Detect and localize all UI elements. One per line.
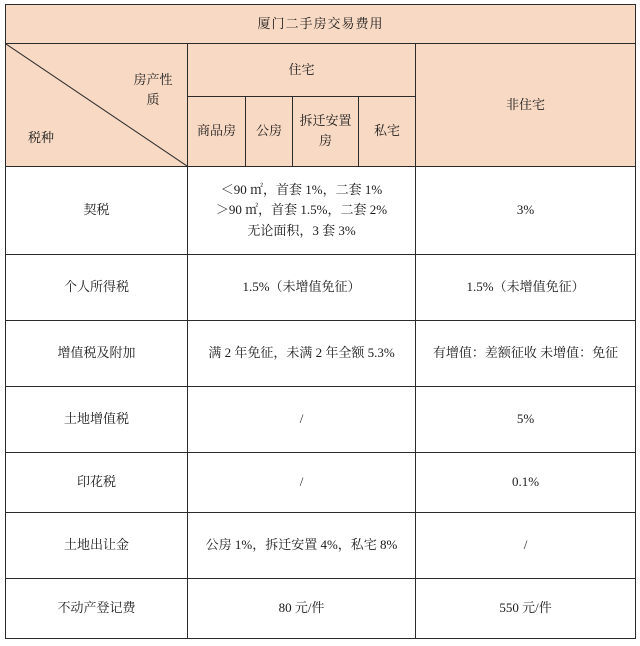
cell-registration-fee-residential: 80 元/件 — [188, 579, 416, 639]
cell-vat-residential: 满 2 年免征，未满 2 年全额 5.3% — [188, 321, 416, 387]
document-title: 厦门二手房交易费用 — [6, 5, 636, 44]
cell-land-appreciation-non-residential: 5% — [416, 387, 636, 453]
header-sub-commodity-house: 商品房 — [188, 96, 246, 166]
table-row — [6, 579, 636, 639]
cell-personal-income-tax-non-residential: 1.5%（未增值免征） — [416, 255, 636, 321]
row-label-registration-fee: 不动产登记费 — [6, 579, 188, 639]
table-row — [6, 453, 636, 513]
table-row — [6, 387, 636, 453]
table-title-row — [6, 5, 636, 44]
row-label-land-appreciation-tax: 土地增值税 — [6, 387, 188, 453]
corner-diagonal-cell — [6, 44, 188, 167]
table-row — [6, 167, 636, 255]
cell-line: ＜90 ㎡，首套 1%，二套 1% — [220, 182, 383, 198]
header-residential-group: 住宅 — [188, 44, 416, 97]
cell-land-appreciation-residential: / — [188, 387, 416, 453]
table-row — [6, 255, 636, 321]
row-label-stamp-duty: 印花税 — [6, 453, 188, 513]
cell-stamp-duty-non-residential: 0.1% — [416, 453, 636, 513]
header-sub-resettlement-house: 拆迁安置房 — [293, 96, 359, 166]
corner-label-property-type: 房产性质 — [133, 72, 173, 107]
fee-table — [5, 4, 636, 639]
corner-label-tax-type: 税种 — [28, 129, 55, 145]
cell-registration-fee-non-residential: 550 元/件 — [416, 579, 636, 639]
cell-personal-income-tax-residential: 1.5%（未增值免征） — [188, 255, 416, 321]
header-sub-private-house: 私宅 — [359, 96, 416, 166]
cell-vat-non-residential: 有增值：差额征收 未增值：免征 — [416, 321, 636, 387]
cell-land-transfer-fee-residential: 公房 1%，拆迁安置 4%，私宅 8% — [188, 513, 416, 579]
row-label-personal-income-tax: 个人所得税 — [6, 255, 188, 321]
row-label-land-transfer-fee: 土地出让金 — [6, 513, 188, 579]
header-non-residential: 非住宅 — [416, 44, 636, 167]
row-label-vat-and-surcharge: 增值税及附加 — [6, 321, 188, 387]
cell-line: 无论面积，3 套 3% — [247, 222, 356, 238]
header-row-group — [6, 44, 636, 97]
cell-deed-tax-non-residential: 3% — [416, 167, 636, 255]
cell-deed-tax-residential — [188, 167, 416, 255]
row-label-deed-tax: 契税 — [6, 167, 188, 255]
cell-line: ＞90 ㎡，首套 1.5%，二套 2% — [215, 202, 388, 218]
table-row — [6, 513, 636, 579]
cell-land-transfer-fee-non-residential: / — [416, 513, 636, 579]
document-sheet — [0, 4, 640, 646]
cell-stamp-duty-residential: / — [188, 453, 416, 513]
table-row — [6, 321, 636, 387]
header-sub-public-house: 公房 — [246, 96, 293, 166]
